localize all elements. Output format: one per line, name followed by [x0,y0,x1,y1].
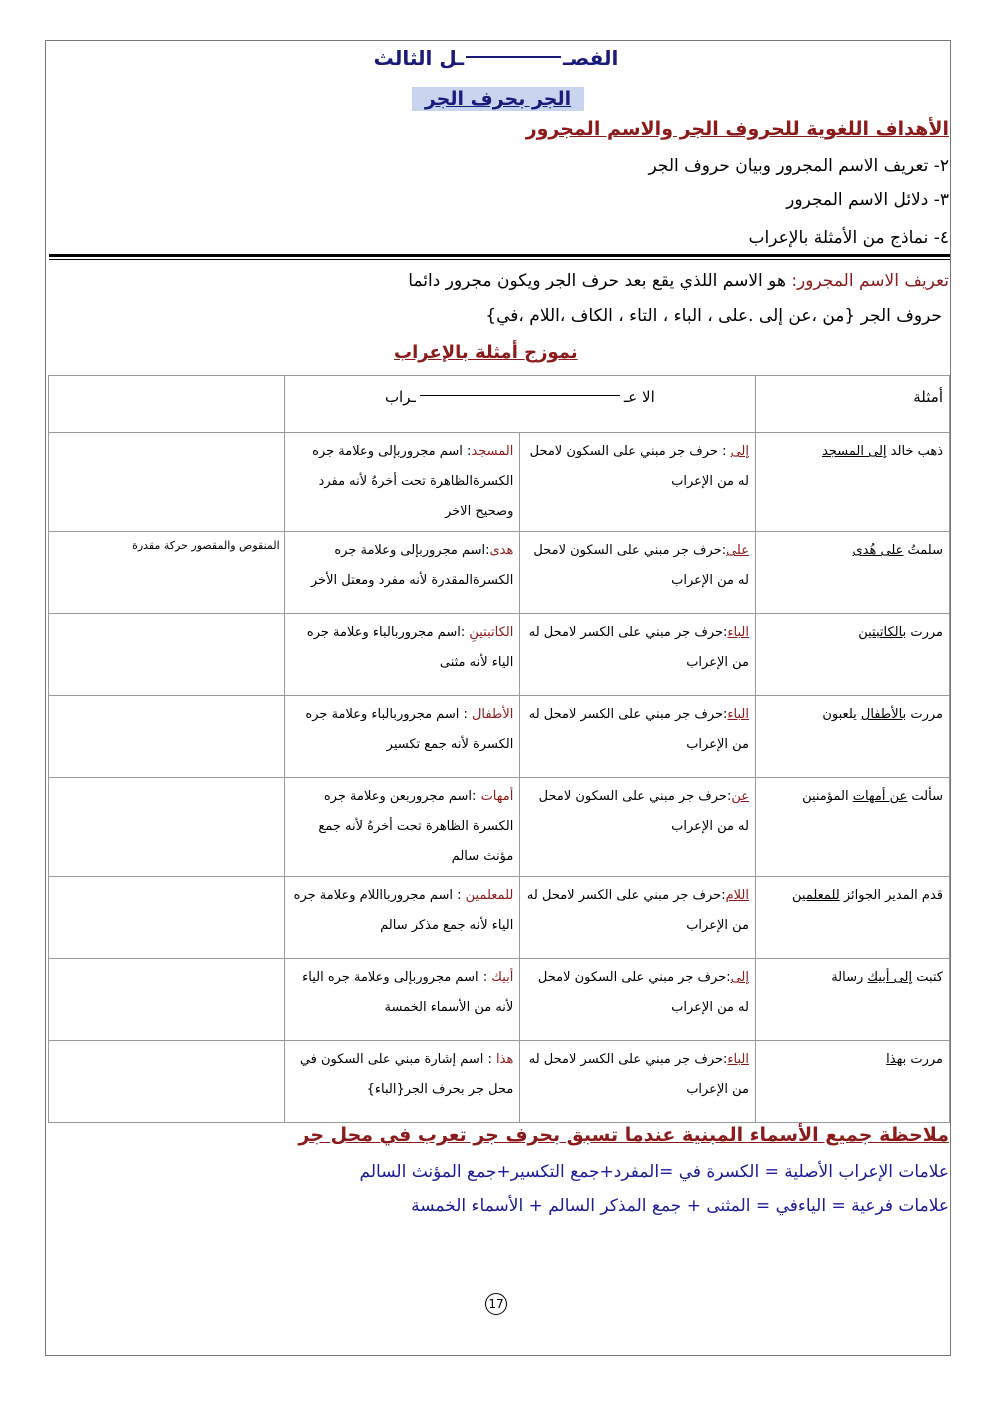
harf-cell [520,1041,756,1123]
goal-item: ٢- تعريف الاسم المجرور وبيان حروف الجر [648,156,949,176]
header-irab-end: ـراب [384,388,416,406]
harf-irab: :حرف جر مبني على الكسر لامحل له من الإعراب [526,888,749,933]
chapter-title-part2: ـل الثالث [373,46,465,70]
harf-word: اللام [725,888,749,903]
irab-table [48,375,950,1123]
harf-irab: :حرف جر مبني على الكسر لامحل له من الإعراب [528,1052,749,1097]
ism-cell [284,532,520,614]
harf-irab: : حرف جر مبني على السكون لامحل له من الإعراب [529,444,749,489]
header-irab-start: الا عـ [623,388,655,406]
example-text: ذهب خالد [886,444,943,459]
harf-word: الباء [727,625,749,640]
example-text-tail: المؤمنين [802,789,853,804]
example-cell [756,877,950,959]
example-text: سلمتُ [903,543,943,558]
example-text-tail: رسالة [831,970,868,985]
header-irab [284,376,755,433]
note-cell [49,778,285,877]
example-text: كتبت [912,970,943,985]
ism-irab: : اسم مجروربالباء وعلامة جره الكسرة لأنه جمع تكسير [305,707,514,752]
header-note [49,376,285,433]
example-jar-phrase: للمعلمين [792,888,840,903]
harf-word: الباء [727,707,749,722]
harf-word: إلى [730,970,749,985]
table-row [49,1041,950,1123]
ism-irab: :اسم مجروربالباء وعلامة جره الياء لأنه مثنى [306,625,514,670]
ism-word: الكاتبتينِ [469,625,514,640]
ism-cell [284,1041,520,1123]
ism-cell [284,433,520,532]
definition [408,271,949,291]
page-number [0,1293,992,1315]
ism-irab: : اسم مجروربإلى وعلامة جره الياء لأنه من الأسماء الخمسة [302,970,514,1015]
ism-cell [284,696,520,778]
example-text: مررت [906,707,943,722]
example-text: سألت [907,789,943,804]
example-text-tail: يلعبون [822,707,861,722]
definition-label: تعريف الاسم المجرور: [791,271,949,291]
ism-word: هدى [489,543,514,558]
example-cell [756,959,950,1041]
harf-cell [520,877,756,959]
harf-irab: :حرف جر مبني على السكون لامحل له من الإعراب [533,543,749,588]
harf-cell [520,433,756,532]
harf-irab: :حرف جر مبني على الكسر لامحل له من الإعراب [528,707,749,752]
page-number-badge: 17 [485,1293,507,1315]
chapter-title [0,46,992,70]
table-row [49,532,950,614]
goal-item: ٣- دلائل الاسم المجرور [786,190,949,210]
ism-word: أبيك [491,970,514,985]
ism-cell [284,959,520,1041]
harf-cell [520,614,756,696]
table-row [49,877,950,959]
note-cell: المنقوص والمقصور حركة مقدرة [49,532,285,614]
header-examples: أمثلة [756,376,950,433]
harf-irab: :حرف جر مبني على الكسر لامحل له من الإعراب [528,625,749,670]
harf-irab: :حرف جر مبني على السكون لامحل له من الإعراب [537,970,749,1015]
ism-word: أمهات [480,789,514,804]
example-cell [756,778,950,877]
harf-word: عن [731,789,749,804]
examples-title: نموزج أمثلة بالإعراب [394,342,578,363]
ism-word: المسجد [471,444,514,459]
table-row [49,696,950,778]
section-divider-thick [49,254,950,257]
example-jar-phrase: إلى المسجد [822,444,887,459]
chapter-title-dash [466,56,561,58]
example-text: قدم المدير الجوائز [839,888,943,903]
note-original-signs: علامات الإعراب الأصلية = الكسرة في =المفرد+جمع التكسير+جمع المؤنث السالم [359,1162,949,1182]
ism-irab: : اسم مجروربإلى وعلامة جره الكسرةالظاهرة تحت أخرهُ لأنه مفرد وصحيح الاخر [312,444,514,519]
note-secondary-signs: علامات فرعية = الياءفي = المثنى + جمع المذكر السالم + الأسماء الخمسة [411,1196,949,1216]
example-cell [756,614,950,696]
harf-word: على [726,543,749,558]
ism-word: الأطفال [471,707,514,722]
chapter-title-part1: الفصـ [563,46,619,70]
harf-word: إلى [730,444,749,459]
note-title: ملاحظة جميع الأسماء المبنية عندما تسبق بحرف جر تعرب في محل جر [298,1124,949,1146]
example-jar-phrase: إلى أبيك [867,970,913,985]
ism-word: هذا [496,1052,514,1067]
ism-cell [284,614,520,696]
example-jar-phrase: بالكاتبتين [858,625,907,640]
ism-word: للمعلمين [465,888,514,903]
table-row [49,433,950,532]
ism-irab: :اسم مجروربإلى وعلامة جره الكسرةالمقدرة لأنه مفرد ومعتل الأخر [310,543,514,588]
goals-title: الأهداف اللغوية للحروف الجر والاسم المجرور [525,118,949,140]
ism-irab: :اسم مجروربعن وعلامة جره الكسرة الظاهرة تحت أخرهُ لأنه جمع مؤنث سالم [318,789,514,864]
ism-irab: : اسم إشارة مبني على السكون في محل جر بحرف الجر{الباء} [299,1052,514,1097]
example-jar-phrase: عن أمهات [852,789,908,804]
lesson-subtitle: الجر بحرف الجر [412,87,584,111]
ism-cell [284,877,520,959]
header-irab-line [420,395,620,396]
table-header-row [49,376,950,433]
harf-cell [520,778,756,877]
section-divider-thin [49,259,950,260]
note-cell [49,1041,285,1123]
example-text: مررت [906,625,943,640]
example-cell [756,433,950,532]
definition-text: هو الاسم اللذي يقع بعد حرف الجر ويكون مجرور دائما [408,271,792,291]
note-cell [49,433,285,532]
example-jar-phrase: بالأطفال [860,707,907,722]
preposition-list: حروف الجر {من ،عن إلى .على ، الباء ، التاء ، الكاف ،اللام ،في} [485,306,942,326]
harf-cell [520,959,756,1041]
example-cell [756,532,950,614]
harf-irab: :حرف جر مبني على السكون لامحل له من الإعراب [538,789,749,834]
example-jar-phrase: على هُدى [852,543,904,558]
note-cell [49,959,285,1041]
note-cell [49,877,285,959]
note-cell [49,696,285,778]
ism-cell [284,778,520,877]
example-jar-phrase: بهذا [886,1052,907,1067]
table-row [49,614,950,696]
note-cell [49,614,285,696]
example-cell [756,1041,950,1123]
goal-item: ٤- نماذج من الأمثلة بالإعراب [748,228,949,248]
example-text: مررت [906,1052,943,1067]
ism-irab: : اسم مجروربااللام وعلامة جره الياء لأنه جمع مذكر سالم [293,888,514,933]
table-row [49,778,950,877]
harf-word: الباء [727,1052,749,1067]
harf-cell [520,696,756,778]
table-row [49,959,950,1041]
example-cell [756,696,950,778]
harf-cell [520,532,756,614]
